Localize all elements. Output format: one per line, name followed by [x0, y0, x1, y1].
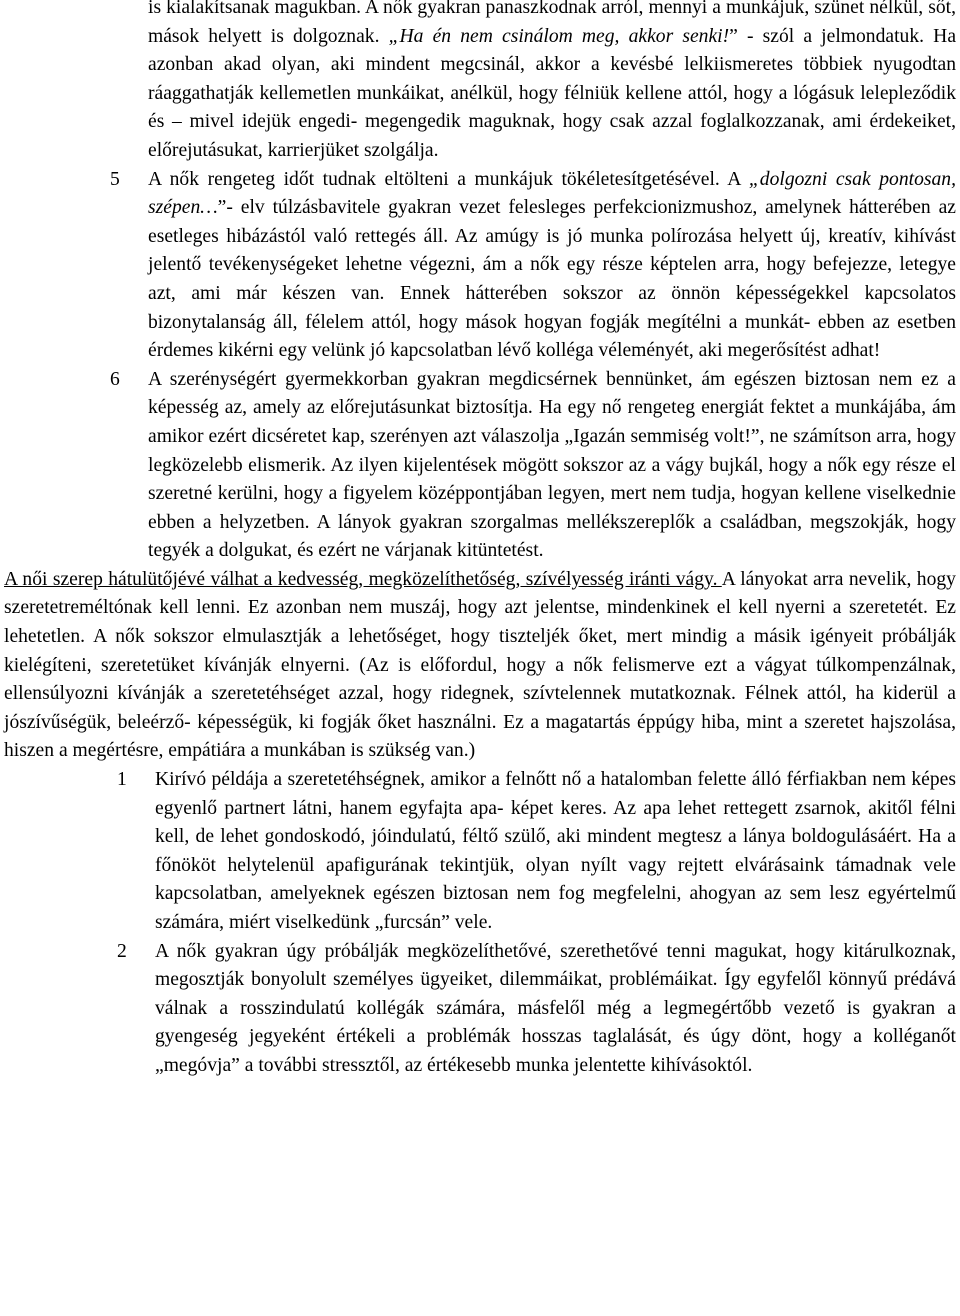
numbered-list-bottom [0, 766, 960, 1081]
numbered-list-top [0, 0, 960, 566]
item-text: A szerénységért gyermekkorban gyakran megdicsérnek bennünket, ám egészen biztosan nem ez a képesség az, amely az előrejutásunkat biztosítja. Ha egy nő rengeteg energiát fektet a munkájába, ám amikor ezért dicséretet kap, szerényen azt válaszolja „Igazán semmiség volt!”, ne számítson arra, hogy legközelebb elismerik. Az ilyen kijelentések mögött sokszor az a vágy bujkál, hogy a nők egy része el szeretné kerülni, hogy a figyelem középpontjában legyen, mert nem tudja, hogyan kellene viselkednie ebben a helyzetben. A lányok gyakran szorgalmas mellékszereplők a családban, megszokják, hogy tegyék a dolgukat, és ezért ne várjanak kitüntetést. [148, 368, 956, 562]
list-number: 6 [110, 368, 120, 390]
list-item-2 [117, 938, 956, 1081]
list-item-6 [110, 366, 956, 566]
list-item-5 [110, 166, 956, 366]
list-number: 2 [117, 940, 127, 962]
item-quote: „dolgozni csak pontosan, szépen… [148, 168, 956, 219]
item-text-after: ”- elv túlzásbavitele gyakran vezet felesleges perfekcionizmushoz, amelynek hátterében az esetleges hibázástól való rettegés áll. Az amúgy is jó munka polírozása helyett új, kreatív, kihívást jelentő tevékenységeket lehetne végezni, ám a nők egy része képtelen arra, hogy befejezze, letegye azt, ami már készen van. Ennek hátterében sokszor az önnön képességekkel kapcsolatos bizonytalanság áll, félelem attól, hogy mások hogyan fogják megítélni a munkát- ebben az esetben érdemes kikérni egy velünk jó kapcsolatban lévő kolléga véleményét, aki megerősítést adhat! [148, 197, 956, 362]
list-number: 1 [117, 769, 127, 791]
item-text: Kirívó példája a szeretetéhségnek, amikor a felnőtt nő a hatalomban felette álló férfiakban nem képes egyenlő partnert látni, hanem egyfajta apa- képet keres. Az apa lehet rettegett zsarnok, akitől félni kell, de lehet gondoskodó, jóindulatú, féltő szülő, aki mindent megtesz a lánya boldogulásáért. Ha a főnököt helytelenül apafigurának tekintjük, olyan nyílt vagy rejtett elvárásaink támadnak vele kapcsolatban, amelyeknek egészen biztosan nem fog megfelelni, ahogyan az sem lesz egyértelmű számára, miért viselkedünk „furcsán” vele. [155, 769, 956, 933]
list-item-continued [148, 0, 956, 166]
item-quote: „Ha én nem csinálom meg, akkor senki! [388, 25, 730, 47]
list-item-1 [117, 766, 956, 938]
item-text: A nők gyakran úgy próbálják megközelíthetővé, szerethetővé tenni magukat, hogy kitárulkoznak, megosztják bonyolult személyes ügyeiket, dilemmáikat, problémáikat. Így egyfelől könnyű prédává válnak a rosszindulatú kollégák számára, másfelől még a legmegértőbb vezető is gyakran a gyengeség jegyeként értékeli a problémák hosszas taglalását, és úgy dönt, hogy a kolléganőt „megóvja” a további stressztől, az értékesebb munka jelentette kihívásoktól. [155, 940, 956, 1076]
underlined-heading-sentence: A női szerep hátulütőjévé válhat a kedvesség, megközelíthetőség, szívélyesség iránti vágy. [4, 568, 722, 590]
body-paragraph [4, 566, 956, 766]
paragraph-text: A lányokat arra nevelik, hogy szeretetreméltónak kell lenni. Ez azonban nem muszáj, hogy azt jelentse, mindenkinek el kell nyerni a szeretetét. Ez lehetetlen. A nők sokszor elmulasztják a lehetőséget, hogy tiszteljék őket, mert mindig a másik igényeit próbálják kielégíteni, szeretetüket kívánják elnyerni. (Az is előfordul, hogy a nők felismerve ezt a vágyat túlkompenzálnak, ellensúlyozni kívánják a szeretetéhséget azzal, hogy ridegnek, szívtelennek mutatkoznak. Félnek attól, ha kiderül a jószívűségük, beleérző- képességük, ki fogják őket használni. Ez a magatartás éppúgy hiba, mint a szeretet hajszolása, hiszen a megértésre, empátiára a munkában is szükség van.) [4, 568, 956, 762]
item-text: A nők rengeteg időt tudnak eltölteni a munkájuk tökéletesítgetésével. A [148, 168, 749, 190]
item-text: is kialakítsanak magukban. A nők gyakran panaszkodnak arról, mennyi a munkájuk, szünet nélkül, sőt, mások helyett is dolgoznak. [148, 0, 956, 47]
list-number: 5 [110, 168, 120, 190]
item-text-after: ” - szól a jelmondatuk. Ha azonban akad olyan, aki mindent megcsinál, akkor a kevésbé lelkiismeretes többiek nyugodtan ráaggathatják kellemetlen munkáikat, anélkül, hogy félniük kellene attól, hogy a lógásuk lelepleződik és – mivel idejük engedi- megengedik maguknak, hogy csak azzal foglalkozzanak, ami érdekeiket, előrejutásukat, karrierjüket szolgálja. [148, 25, 957, 161]
